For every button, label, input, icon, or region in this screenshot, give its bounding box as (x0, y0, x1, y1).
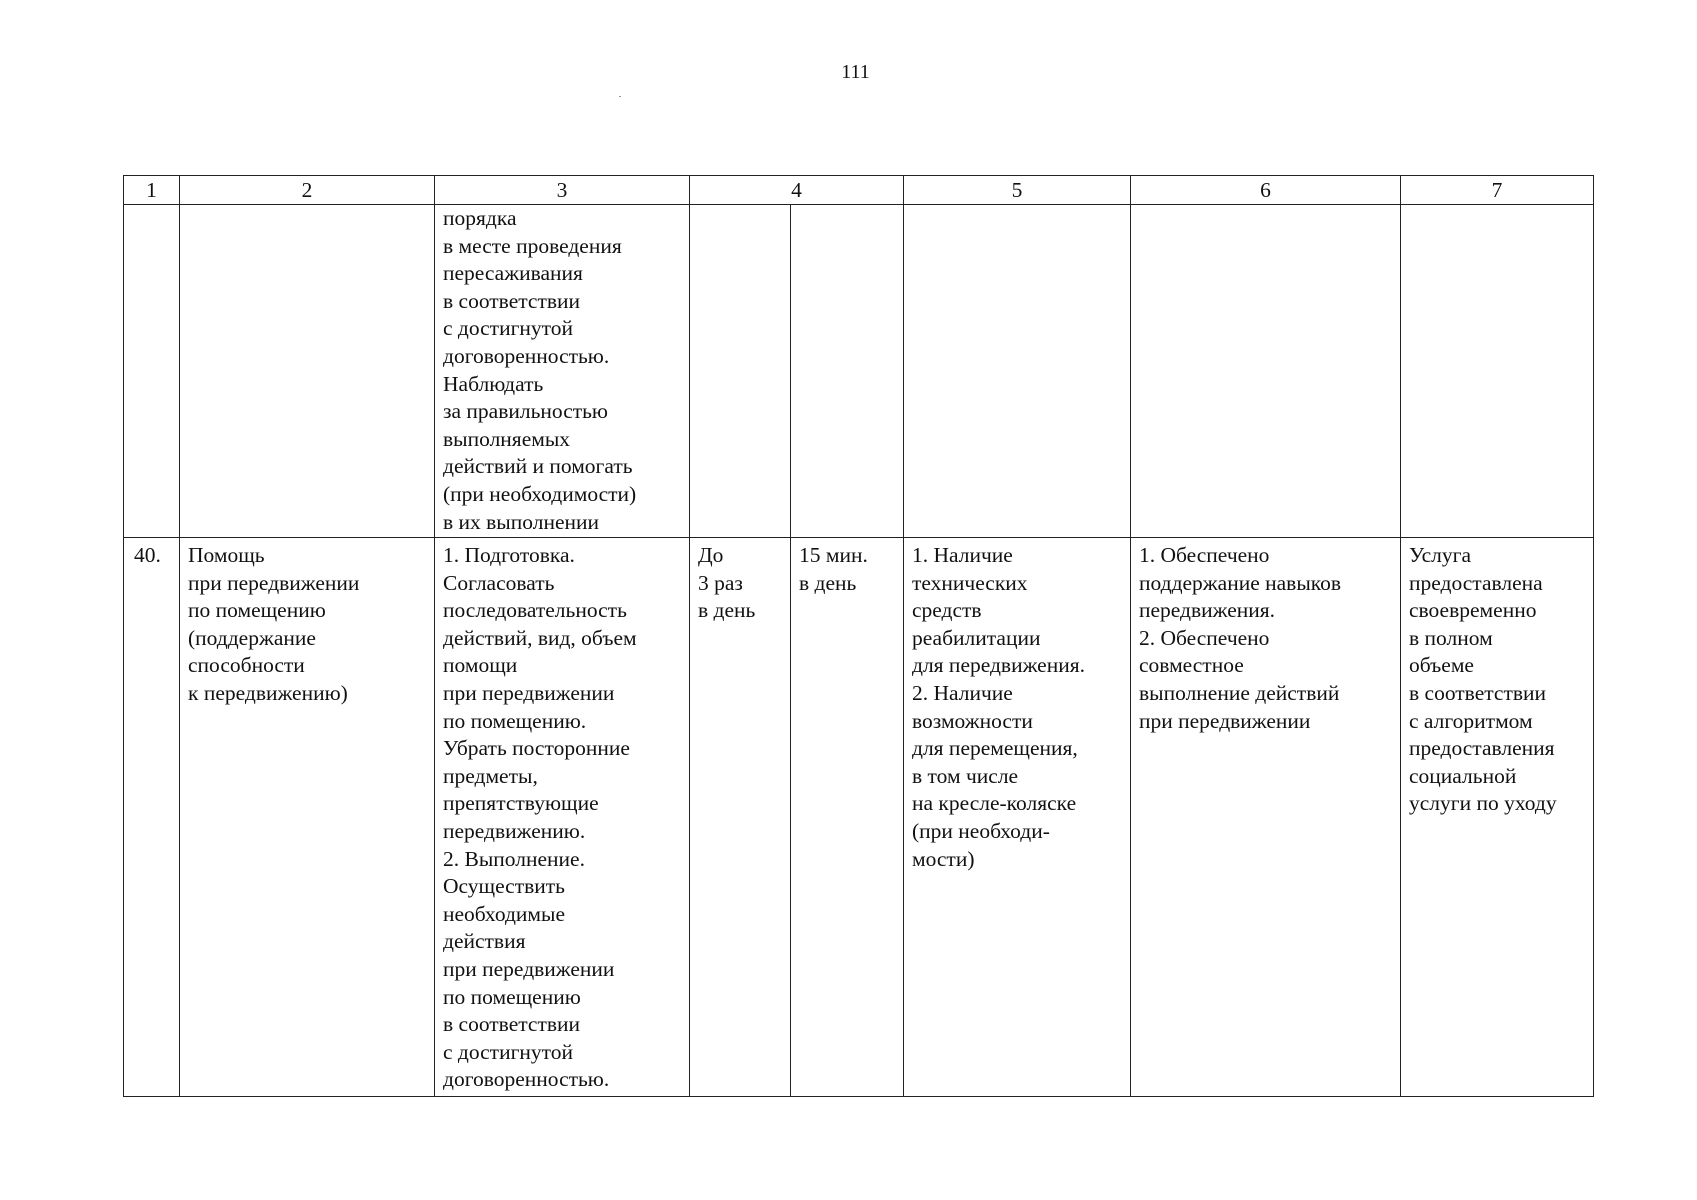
scan-speck (619, 96, 621, 97)
row-number: 40. (124, 538, 180, 1097)
cell-empty (690, 205, 791, 538)
header-cell: 4 (690, 176, 904, 205)
service-description: 1. Подготовка. Согласовать последовательность действий, вид, объем помощи при передвижении по помещению. Убрать посторонние предметы, препятствующие передвижению. 2. Выполнение. Осуществить необходимые действия при передвижении по помещению в соответствии с достигнутой договоренностью. (435, 538, 690, 1097)
header-cell: 5 (904, 176, 1131, 205)
services-table (123, 175, 1594, 1097)
header-row (124, 176, 1594, 205)
service-frequency: До 3 раз в день (690, 538, 791, 1097)
service-name: Помощь при передвижении по помещению (поддержание способности к передвижению) (180, 538, 435, 1097)
cell-empty (180, 205, 435, 538)
header-cell: 2 (180, 176, 435, 205)
service-quality: Услуга предоставлена своевременно в полном объеме в соответствии с алгоритмом предоставления социальной услуги по уходу (1401, 538, 1594, 1097)
page-number: 111 (841, 61, 870, 83)
service-results: 1. Обеспечено поддержание навыков передвижения. 2. Обеспечено совместное выполнение действий при передвижении (1131, 538, 1401, 1097)
header-cell: 6 (1131, 176, 1401, 205)
table-row-continued (124, 205, 1594, 538)
cell-empty (1401, 205, 1594, 538)
cell-empty (124, 205, 180, 538)
cell-empty (1131, 205, 1401, 538)
header-cell: 1 (124, 176, 180, 205)
service-duration: 15 мин. в день (791, 538, 904, 1097)
cell-empty (791, 205, 904, 538)
header-cell: 3 (435, 176, 690, 205)
table-row-40 (124, 538, 1594, 1097)
header-cell: 7 (1401, 176, 1594, 205)
cell-empty (904, 205, 1131, 538)
cell-description-continued: порядка в месте проведения пересаживания в соответствии с достигнутой договоренностью. Наблюдать за правильностью выполняемых действий и помогать (при необходимости) в их выполнении (435, 205, 690, 538)
service-conditions: 1. Наличие технических средств реабилитации для передвижения. 2. Наличие возможности для перемещения, в том числе на кресле-коляске (при необходи- мости) (904, 538, 1131, 1097)
